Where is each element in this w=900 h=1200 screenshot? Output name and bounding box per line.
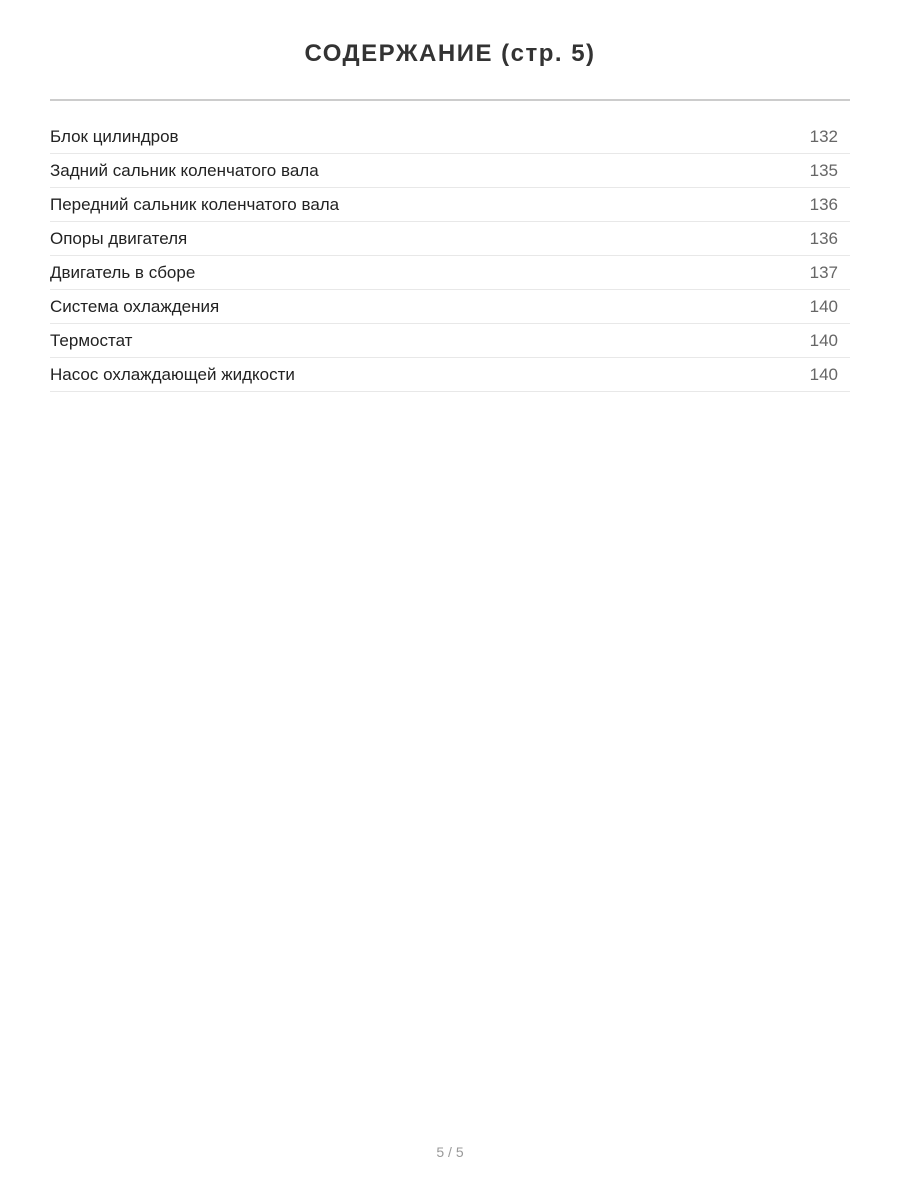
toc-entry-page: 136 bbox=[809, 195, 838, 214]
toc-entry-label: Насос охлаждающей жидкости bbox=[50, 365, 295, 384]
toc-entry-page: 140 bbox=[809, 365, 838, 384]
toc-entry-page: 140 bbox=[809, 297, 838, 316]
toc-entry[interactable] bbox=[50, 324, 850, 358]
toc-entry-page: 137 bbox=[809, 263, 838, 282]
toc-entry-label: Передний сальник коленчатого вала bbox=[50, 195, 340, 214]
toc-entry-label: Двигатель в сборе bbox=[50, 263, 196, 282]
toc-entry[interactable] bbox=[50, 290, 850, 324]
table-of-contents bbox=[50, 120, 850, 392]
toc-entry[interactable] bbox=[50, 358, 850, 392]
toc-entry[interactable] bbox=[50, 120, 850, 154]
toc-entry[interactable] bbox=[50, 188, 850, 222]
toc-entry-label: Блок цилиндров bbox=[50, 127, 179, 146]
toc-entry-label: Система охлаждения bbox=[50, 297, 220, 316]
title-divider bbox=[50, 99, 850, 101]
page-indicator: 5 / 5 bbox=[436, 1144, 464, 1160]
toc-entry-page: 135 bbox=[809, 161, 838, 180]
toc-entry[interactable] bbox=[50, 222, 850, 256]
toc-entry-page: 140 bbox=[809, 331, 838, 350]
toc-entry-label: Опоры двигателя bbox=[50, 229, 188, 248]
page-title: СОДЕРЖАНИЕ (стр. 5) bbox=[304, 40, 596, 67]
toc-entry-page: 136 bbox=[809, 229, 838, 248]
toc-entry-label: Задний сальник коленчатого вала bbox=[50, 161, 319, 180]
toc-entry-page: 132 bbox=[809, 127, 838, 146]
toc-entry[interactable] bbox=[50, 154, 850, 188]
toc-entry-label: Термостат bbox=[50, 331, 133, 350]
toc-entry[interactable] bbox=[50, 256, 850, 290]
